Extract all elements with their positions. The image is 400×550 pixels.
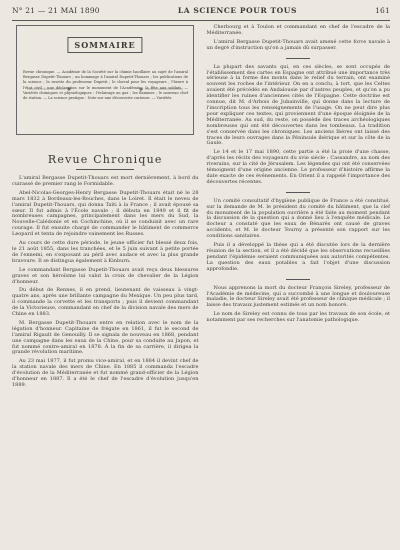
chronique-title: Revue Chronique — [47, 153, 163, 166]
paragraph: Le 14 et le 17 mai 1890, cette partie a été la proie d'une chasse, d'après les récits des voyageurs du xvie siècle : Cassandre, au nom des riverains, sur la cité de Jérusalem. Les légendes qui ont été conservées témoignent d'une origine ancienne. Le professeur d'histoire affirme la date exacte de ces événements. En Orient il a rappelé l'importance des découvertes récentes. — [206, 149, 390, 185]
paragraph: Du début de Rennes, il en prend, lieutenant de vaisseau à vingt-quatre ans, après une brillante campagne du Mexique. Un peu plus tard, il commande la corvette et les transports ; puis il devient commandant de la Victorieuse, commandant en chef de la division navale des mers de Chine en 1883. — [12, 287, 199, 318]
sommaire-title: SOMMAIRE — [67, 37, 142, 53]
sommaire-text: Revue chronique. — Académie de la Société sur la chimie bacillaire au sujet de l'amiral Bergasse Dupetit-Thouars ; un hommage à l'amiral Dupetit-Thouars ; les publications de la science ; la rosette du professeur Dupetit ; le cheval pour les voyageurs ; l'heure à l'état civil ; une déclaration sur le monument de l'Académie ; la fête aux soldats. — Variétés chimiques et physiologiques : l'éclairage au gaz ; les flammes ; le nouveau chef de station. — La science pratique : Note sur une découverte curieuse. — Variétés. — [23, 70, 188, 101]
section-divider — [286, 58, 310, 59]
paragraph: Abel-Nicolas-Georges-Henry Bergasse Dupetit-Thouars était né le 28 mars 1832 à Bordeaux-les-Bouches, dans le Loiret. Il était le neveu de l'amiral Dupetit-Thouars, qui donna Taïti à la France ; il avait épousé sa sœur. Il fut admis à l'École navale ; il débuta en 1849 et il fit de nombreuses campagnes, principalement dans les mers du Sud, la Nouvelle-Calédonie et en Cochinchine, où il se conduisit avec un rare courage. Il fut ensuite chargé de commander le bâtiment de commerce Leopard et tenta de rejoindre vainement les Russes. — [12, 189, 199, 238]
page-number: 161 — [375, 6, 390, 15]
right-column — [207, 25, 391, 550]
paragraph: Cherbourg et à Toulon et commandant en chef de l'escadre de la Méditerranée. — [206, 24, 390, 36]
paragraph: Le commandant Bergasse Dupetit-Thouars avait reçu deux blessures graves et son héroïsme lui valut la croix de chevalier de la Légion d'honneur. — [12, 266, 199, 285]
page-header — [12, 6, 390, 18]
paragraph: M. Bergasse Dupetit-Thouars entre en relation avec le nom de la légation d'honneur. Capitaine de frégate en 1861, il fut le second de l'amiral Rigault de Genouilly. Il se signala de nouveau en 1868, pendant une campagne dans les eaux de la Chine, pour sa conduite au Japon, et fut nommé contre-amiral en 1878. À la fin de sa carrière, il dirigea la grande révolution maritime. — [12, 319, 199, 356]
left-column — [12, 25, 199, 550]
paragraph: Puis il a développé la thèse qui a été discutée lors de la dernière réunion de la section, et il a été décidé que les observations recueillies pendant l'épidémie seraient communiquées aux autorités compétentes. La question des eaux potables a fait l'objet d'une discussion approfondie. — [206, 242, 390, 272]
paragraph: L'amiral Bergasse Dupetit-Thouars avait amené cette force navale à un degré d'instruction qu'on a jamais dû surpasser. — [206, 38, 390, 51]
paragraph: La plupart des savants qui, en ces siècles, se sont occupés de l'établissement des cartes en Espagne ont attribué une importance très sérieuse à la forme des monts dans le relief du terrain, ont examiné souvent les roches de l'intérieur. On en a conclu, à tort, que les Celtes avaient été précédés en Andalousie par d'autres peuples, et qu'on a pu identifier les ruines d'anciennes cités de l'Espagne. Cette doctrine est connue, dit M. d'Arbois de Jubainville, qui donne dans la lecture de l'inscription tous les renseignements de l'usage. On ne peut dire plus pour expliquer ces textes, qui proviennent d'une époque éloignée de la Méditerranée. Au sud, du reste, on possède des traces archéologiques nombreuses qui ont été découvertes dans les tombeaux. La tradition s'est conservée dans les chroniques. Les anciens Ibères ont laissé des traces de leurs ouvrages dans la Péninsule ibérique et sur la côte de la Gaule. — [206, 63, 390, 147]
section-divider — [286, 192, 310, 193]
paragraph: L'amiral Bergasse Dupetit-Thouars est mort dernièrement, à bord du cuirassé de premier rang le Formidable. — [12, 175, 199, 187]
section-divider — [286, 279, 310, 280]
sommaire-box — [16, 25, 194, 135]
title-rule — [76, 169, 134, 170]
columns — [12, 25, 390, 550]
issue-date: N° 21 — 21 MAI 1890 — [12, 6, 100, 15]
paragraph: Nous apprenons la mort du docteur François Sireley, professeur de l'Académie de médecine, qui a succombé à une longue et douloureuse maladie, le docteur Sireley avait été professeur de clinique médicale ; il laisse des travaux justement estimés et un nom honoré. — [206, 284, 390, 309]
journal-title: LA SCIENCE POUR TOUS — [177, 6, 297, 15]
paragraph: Au 23 mai 1877, il fut promu vice-amiral, et en 1884 il devint chef de la station navale des mers de Chine. En 1885 il commanda l'escadre d'évolution de la Méditerranée et fut nommé grand-officier de la Légion d'honneur en 1887. Il a été le chef de l'escadre d'évolution jusqu'en 1889. — [12, 358, 199, 388]
paragraph: Au cours de cette dure période, le jeune officier fut blessé deux fois, le 21 août 1855, dans les tranchées, et le 5 juin suivant à petite portée de l'ennemi, en s'exposant au péril avec audace et avec la plus grande bravoure. Il se distingua également à Kinburn. — [12, 240, 199, 264]
paragraph: Le nom de Sireley est connu de tous par les travaux de son école, et notamment par ses recherches sur l'anatomie pathologique. — [206, 311, 390, 324]
paragraph: Un comité consultatif d'hygiène publique de France a été constitué, sur la demande de M. le président du comité du bâtiment, que la clef du monument de la population ouvrière a été faite au moment pendant la discussion de la question qui a donné lieu à l'enquête médicale. Le docteur a constaté que les eaux de Bénarès ont causé de graves accidents, et M. le docteur Tourny a présenté son rapport sur les conditions sanitaires. — [206, 197, 390, 240]
header-rule — [12, 20, 390, 21]
